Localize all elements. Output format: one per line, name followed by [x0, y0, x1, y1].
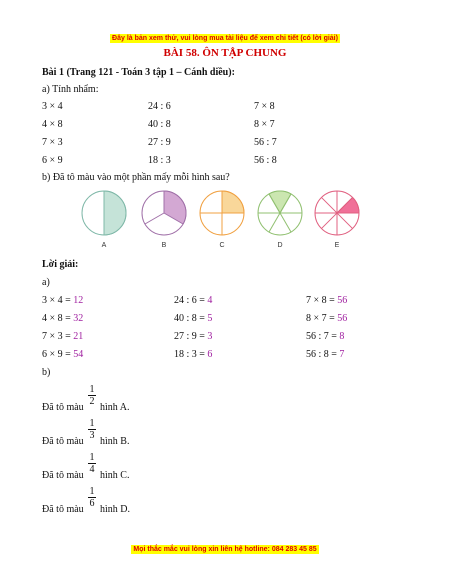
- solution-cell: 24 : 6 = 4: [174, 295, 213, 306]
- solution-cell: 40 : 8 = 5: [174, 313, 213, 324]
- exercise-cell: 6 × 9: [42, 155, 63, 166]
- exercise-cell: 7 × 8: [254, 101, 275, 112]
- figure-label-d: D: [277, 242, 283, 249]
- answer-value: 54: [73, 349, 84, 360]
- solution-cell: 3 × 4 = 12: [42, 295, 84, 306]
- fraction: 1 6: [89, 486, 95, 509]
- answer-value: 6: [207, 349, 213, 360]
- figure-e: [315, 191, 359, 249]
- answer-value: 7: [339, 349, 345, 360]
- answer-value: 5: [207, 313, 213, 324]
- exercise-cell: 7 × 3: [42, 137, 63, 148]
- answer-prefix: Đã tô màu: [42, 402, 84, 413]
- solution-cell: 56 : 7 = 8: [306, 331, 345, 342]
- hotline-text: Mọi thắc mắc vui lòng xin liên hệ hotline: 084 283 45 85: [133, 546, 317, 553]
- solution-cell: 18 : 3 = 6: [174, 349, 213, 360]
- figure-label-c: C: [219, 242, 225, 249]
- answer-prefix: Đã tô màu: [42, 504, 84, 515]
- lesson-title: BÀI 58. ÔN TẬP CHUNG: [163, 47, 287, 59]
- exercise-cell: 27 : 9: [148, 137, 171, 148]
- answer-prefix: Đã tô màu: [42, 436, 84, 447]
- exercise-cell: 18 : 3: [148, 155, 171, 166]
- solution-cell: 6 × 9 = 54: [42, 349, 84, 360]
- preview-banner: [0, 27, 450, 45]
- fraction: 1 3: [89, 418, 95, 441]
- answer-suffix: hình C.: [100, 470, 130, 481]
- answer-suffix: hình D.: [100, 504, 130, 515]
- figure-d: [258, 191, 302, 249]
- answer-value: 3: [207, 331, 213, 342]
- answer-value: 32: [73, 313, 84, 324]
- answer-value: 12: [73, 295, 84, 306]
- answer-value: 56: [337, 295, 348, 306]
- solution-cell: 27 : 9 = 3: [174, 331, 213, 342]
- exercise-cell: 56 : 7: [254, 137, 277, 148]
- fraction: 1 4: [89, 452, 95, 475]
- solution-cell: 7 × 3 = 21: [42, 331, 84, 342]
- answer-suffix: hình A.: [100, 402, 130, 413]
- part-b-label: b) Đã tô màu vào một phần mấy mỗi hình sau?: [42, 172, 230, 183]
- figure-label-a: A: [101, 242, 107, 249]
- exercise-cell: 56 : 8: [254, 155, 277, 166]
- part-a-label: a) Tính nhẩm:: [42, 84, 99, 95]
- answer-suffix: hình B.: [100, 436, 130, 447]
- exercise-heading: Bài 1 (Trang 121 - Toán 3 tập 1 – Cánh diều):: [42, 67, 235, 78]
- solution-part-a-label: a): [42, 277, 50, 288]
- exercise-cell: 3 × 4: [42, 101, 63, 112]
- figure-label-b: B: [161, 242, 167, 249]
- solution-cell: 7 × 8 = 56: [306, 295, 348, 306]
- fraction-figures: [0, 184, 450, 254]
- solution-part-b-label: b): [42, 367, 51, 378]
- exercise-cell: 24 : 6: [148, 101, 171, 112]
- solution-cell: 8 × 7 = 56: [306, 313, 348, 324]
- figure-label-e: E: [334, 242, 340, 249]
- preview-banner-text: Đây là bản xem thử, vui lòng mua tài liệu để xem chi tiết (có lời giải): [112, 35, 338, 42]
- hotline-footer: [0, 538, 450, 556]
- fraction: 1 2: [89, 384, 95, 407]
- answer-value: 4: [207, 295, 213, 306]
- exercise-cell: 4 × 8: [42, 119, 63, 130]
- figure-b: [142, 191, 186, 249]
- solution-heading: Lời giải:: [42, 259, 79, 270]
- solution-cell: 4 × 8 = 32: [42, 313, 84, 324]
- answer-value: 8: [339, 331, 345, 342]
- figure-a: [82, 191, 126, 249]
- answer-value: 56: [337, 313, 348, 324]
- answer-value: 21: [73, 331, 84, 342]
- exercise-cell: 8 × 7: [254, 119, 275, 130]
- answer-prefix: Đã tô màu: [42, 470, 84, 481]
- figure-c: [200, 191, 244, 249]
- exercise-cell: 40 : 8: [148, 119, 171, 130]
- solution-cell: 56 : 8 = 7: [306, 349, 345, 360]
